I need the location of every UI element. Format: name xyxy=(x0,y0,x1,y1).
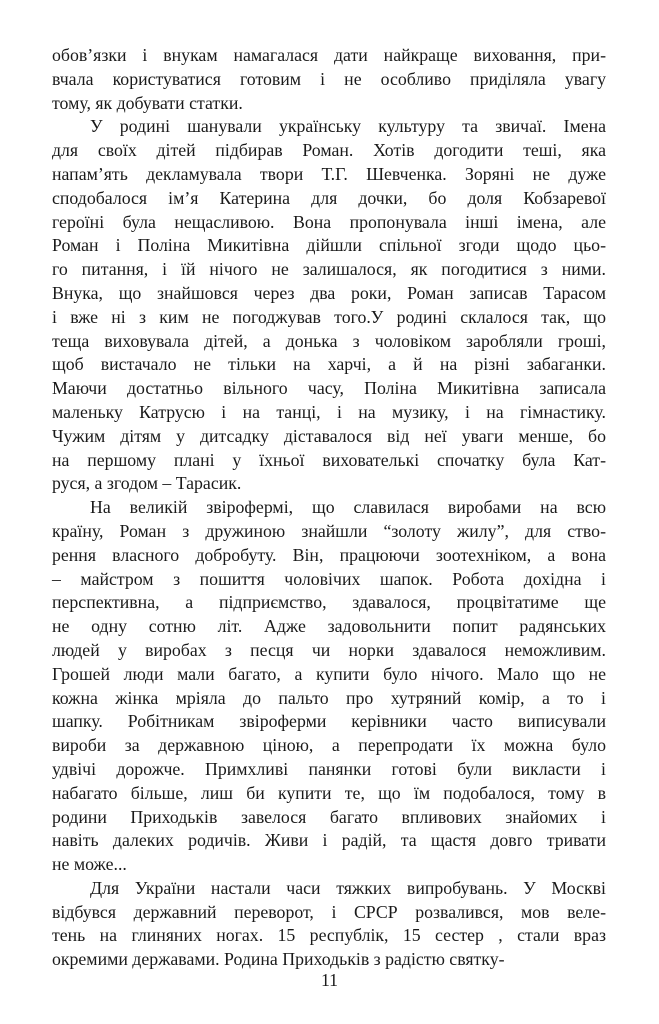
text-line: руся, а згодом – Тарасик. xyxy=(52,473,242,494)
text-line: набагато більше, лиш би купити те, що їм подобалося, тому в xyxy=(52,782,606,803)
text-line: окремими державами. Родина Приходьків з радістю святку- xyxy=(52,949,505,970)
page-body xyxy=(52,44,606,972)
text-line: героїні була нещасливою. Вона пропонувала інші імена, але xyxy=(52,211,606,232)
text-line: для своїх дітей підбирав Роман. Хотів догодити теші, яка xyxy=(52,140,606,161)
text-line: удвічі дорожче. Примхливі панянки готові були викласти і xyxy=(52,758,606,779)
text-line: напам’ять декламувала твори Т.Г. Шевченка. Зоряні не дуже xyxy=(52,163,606,184)
text-line: родини Приходьків завелося багато впливових знайомих і xyxy=(52,806,606,827)
text-line: вчала користуватися готовим і не особливо приділяла увагу xyxy=(52,68,606,89)
text-line: на першому плані у їхньої вихователькі спочатку була Кат- xyxy=(52,449,606,470)
text-line: – майстром з пошиття чоловічих шапок. Робота дохідна і xyxy=(52,568,606,589)
text-line: людей у виробах з песця чи норки здавалося неможливим. xyxy=(52,639,606,660)
text-line: Грошей люди мали багато, а купити було нічого. Мало що не xyxy=(52,663,606,684)
text-line: го питання, і їй нічого не залишалося, як погодитися з ними. xyxy=(52,259,606,280)
text-line: На великій звірофермі, що славилася виробами на всю xyxy=(90,497,606,518)
text-line: теща виховувала дітей, а донька з чоловіком заробляли гроші, xyxy=(52,330,606,351)
text-line: сподобалося ім’я Катерина для дочки, бо доля Кобзаревої xyxy=(52,187,606,208)
page-number: 11 xyxy=(320,970,339,990)
text-line: Чужим дітям у дитсадку діставалося від неї уваги менше, бо xyxy=(52,425,606,446)
text-line: вироби за державною ціною, а перепродати їх можна було xyxy=(52,735,606,756)
text-line: шапку. Робітникам звіроферми керівники часто виписували xyxy=(52,711,606,732)
text-line: рення власного добробуту. Він, працюючи зоотехніком, а вона xyxy=(52,544,606,565)
text-line: тень на глиняних ногах. 15 республік, 15 сестер , стали враз xyxy=(52,925,606,946)
text-line: перспективна, а підприємство, здавалося, процвітатиме ще xyxy=(52,592,606,613)
text-line: Внука, що знайшовся через два роки, Роман записав Тарасом xyxy=(52,282,606,303)
text-line: кожна жінка мріяла до пальто про хутряний комір, а то і xyxy=(52,687,606,708)
text-line: Маючи достатньо вільного часу, Поліна Микитівна записала xyxy=(52,378,606,399)
text-line: щоб вистачало не тільки на харчі, а й на різні забаганки. xyxy=(52,354,606,375)
text-line: маленьку Катрусю і на танці, і на музику, і на гімнастику. xyxy=(52,401,606,422)
text-line: навіть далеких родичів. Живи і радій, та щастя довго тривати xyxy=(52,830,606,851)
text-line: відбувся державний переворот, і СРСР розвалився, мов веле- xyxy=(52,901,606,922)
text-line: Роман і Поліна Микитівна дійшли спільної згоди щодо цьо- xyxy=(52,235,606,256)
text-line: країну, Роман з дружиною знайшли “золоту жилу”, для ство- xyxy=(52,520,606,541)
text-line: не може... xyxy=(52,854,127,875)
text-line: не одну сотню літ. Адже задовольнити попит радянських xyxy=(52,616,606,637)
text-line: тому, як добувати статки. xyxy=(52,92,243,113)
text-line: Для України настали часи тяжких випробувань. У Москві xyxy=(90,877,606,898)
text-line: і вже ні з ким не погоджував того.У родині склалося так, що xyxy=(52,306,606,327)
text-line: У родині шанували українську культуру та звичаї. Імена xyxy=(90,116,606,137)
text-line: обов’язки і внукам намагалася дати найкраще виховання, при- xyxy=(52,45,606,65)
